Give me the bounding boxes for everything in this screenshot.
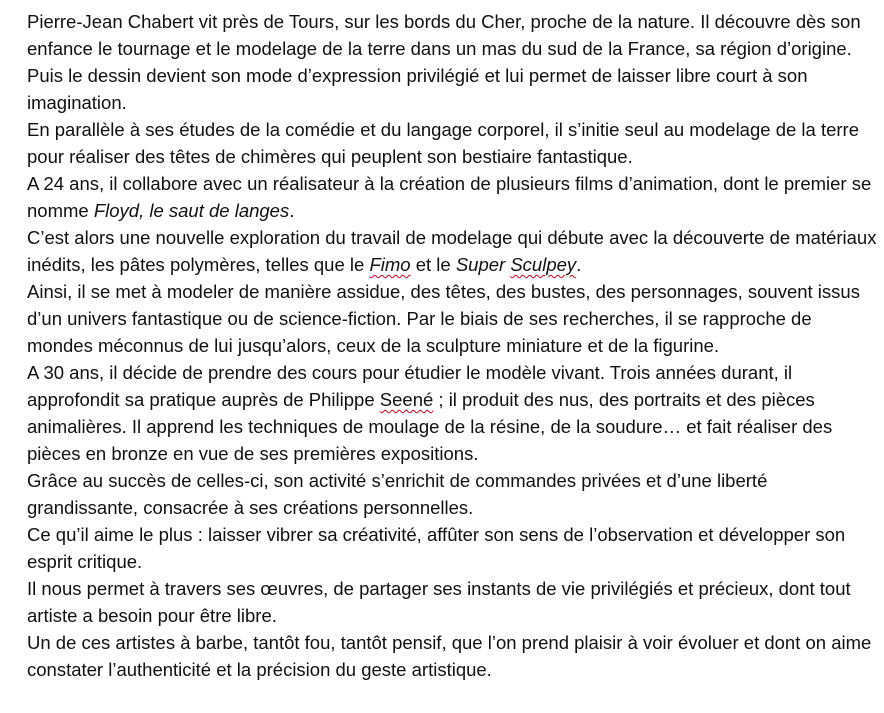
paragraph-animation xyxy=(27,170,877,224)
text-run: . xyxy=(289,200,295,221)
text-run: C’est alors une nouvelle exploration du travail de modelage qui débute avec la découverte de matériaux inédits, les pâtes polymères, telles que le xyxy=(27,227,877,275)
text-run: A 30 ans, il décide de prendre des cours pour étudier le modèle vivant. Trois années durant, il approfondit sa pratique auprès de Philippe xyxy=(27,362,793,410)
text-run: . xyxy=(576,254,582,275)
material-fimo: Fimo xyxy=(369,254,411,275)
paragraph-creativity: Ce qu’il aime le plus : laisser vibrer sa créativité, affûter son sens de l’observation et développer son esprit critique. xyxy=(27,524,846,572)
film-title: Floyd, le saut de langes xyxy=(93,200,290,221)
paragraph-live-model xyxy=(27,359,877,467)
text-run: A 24 ans, il collabore avec un réalisateur à la création de plusieurs films d’animation, dont le premier se nomme xyxy=(27,173,872,221)
paragraph-conclusion: Un de ces artistes à barbe, tantôt fou, tantôt pensif, que l’on prend plaisir à voir évoluer et dont on aime constater l’authenticité et la précision du geste artistique. xyxy=(27,632,872,680)
document-body[interactable] xyxy=(27,8,877,683)
text-run: ; il produit des nus, des portraits et des pièces animalières. Il apprend les techniques de moulage de la résine, de la soudure… et fait réaliser des pièces en bronze en vue de ses premières expositions. xyxy=(27,389,833,464)
paragraph-biography-intro: Pierre-Jean Chabert vit près de Tours, sur les bords du Cher, proche de la nature. Il découvre dès son enfance le tournage et le modelage de la terre dans un mas du sud de la France, sa région d’origine. Puis le dessin devient son mode d’expression privilégié et lui permet de laisser libre court à son imagination. xyxy=(27,11,861,113)
material-sculpey: Sculpey xyxy=(510,254,577,275)
paragraph-materials xyxy=(27,224,877,278)
teacher-name: Seené xyxy=(379,389,434,410)
paragraph-success: Grâce au succès de celles-ci, son activité s’enrichit de commandes privées et d’une liberté grandissante, consacrée à ses créations personnelles. xyxy=(27,470,768,518)
text-run: et le xyxy=(410,254,456,275)
material-super: Super xyxy=(455,254,511,275)
paragraph-studies: En parallèle à ses études de la comédie et du langage corporel, il s’initie seul au modelage de la terre pour réaliser des têtes de chimères qui peuplent son bestiaire fantastique. xyxy=(27,119,859,167)
paragraph-sharing: Il nous permet à travers ses œuvres, de partager ses instants de vie privilégiés et précieux, dont tout artiste a besoin pour être libre. xyxy=(27,578,851,626)
paragraph-modeling: Ainsi, il se met à modeler de manière assidue, des têtes, des bustes, des personnages, souvent issus d’un univers fantastique ou de science-fiction. Par le biais de ses recherches, il se rapproche de mondes méconnus de lui jusqu’alors, ceux de la sculpture miniature et de la figurine. xyxy=(27,281,860,356)
